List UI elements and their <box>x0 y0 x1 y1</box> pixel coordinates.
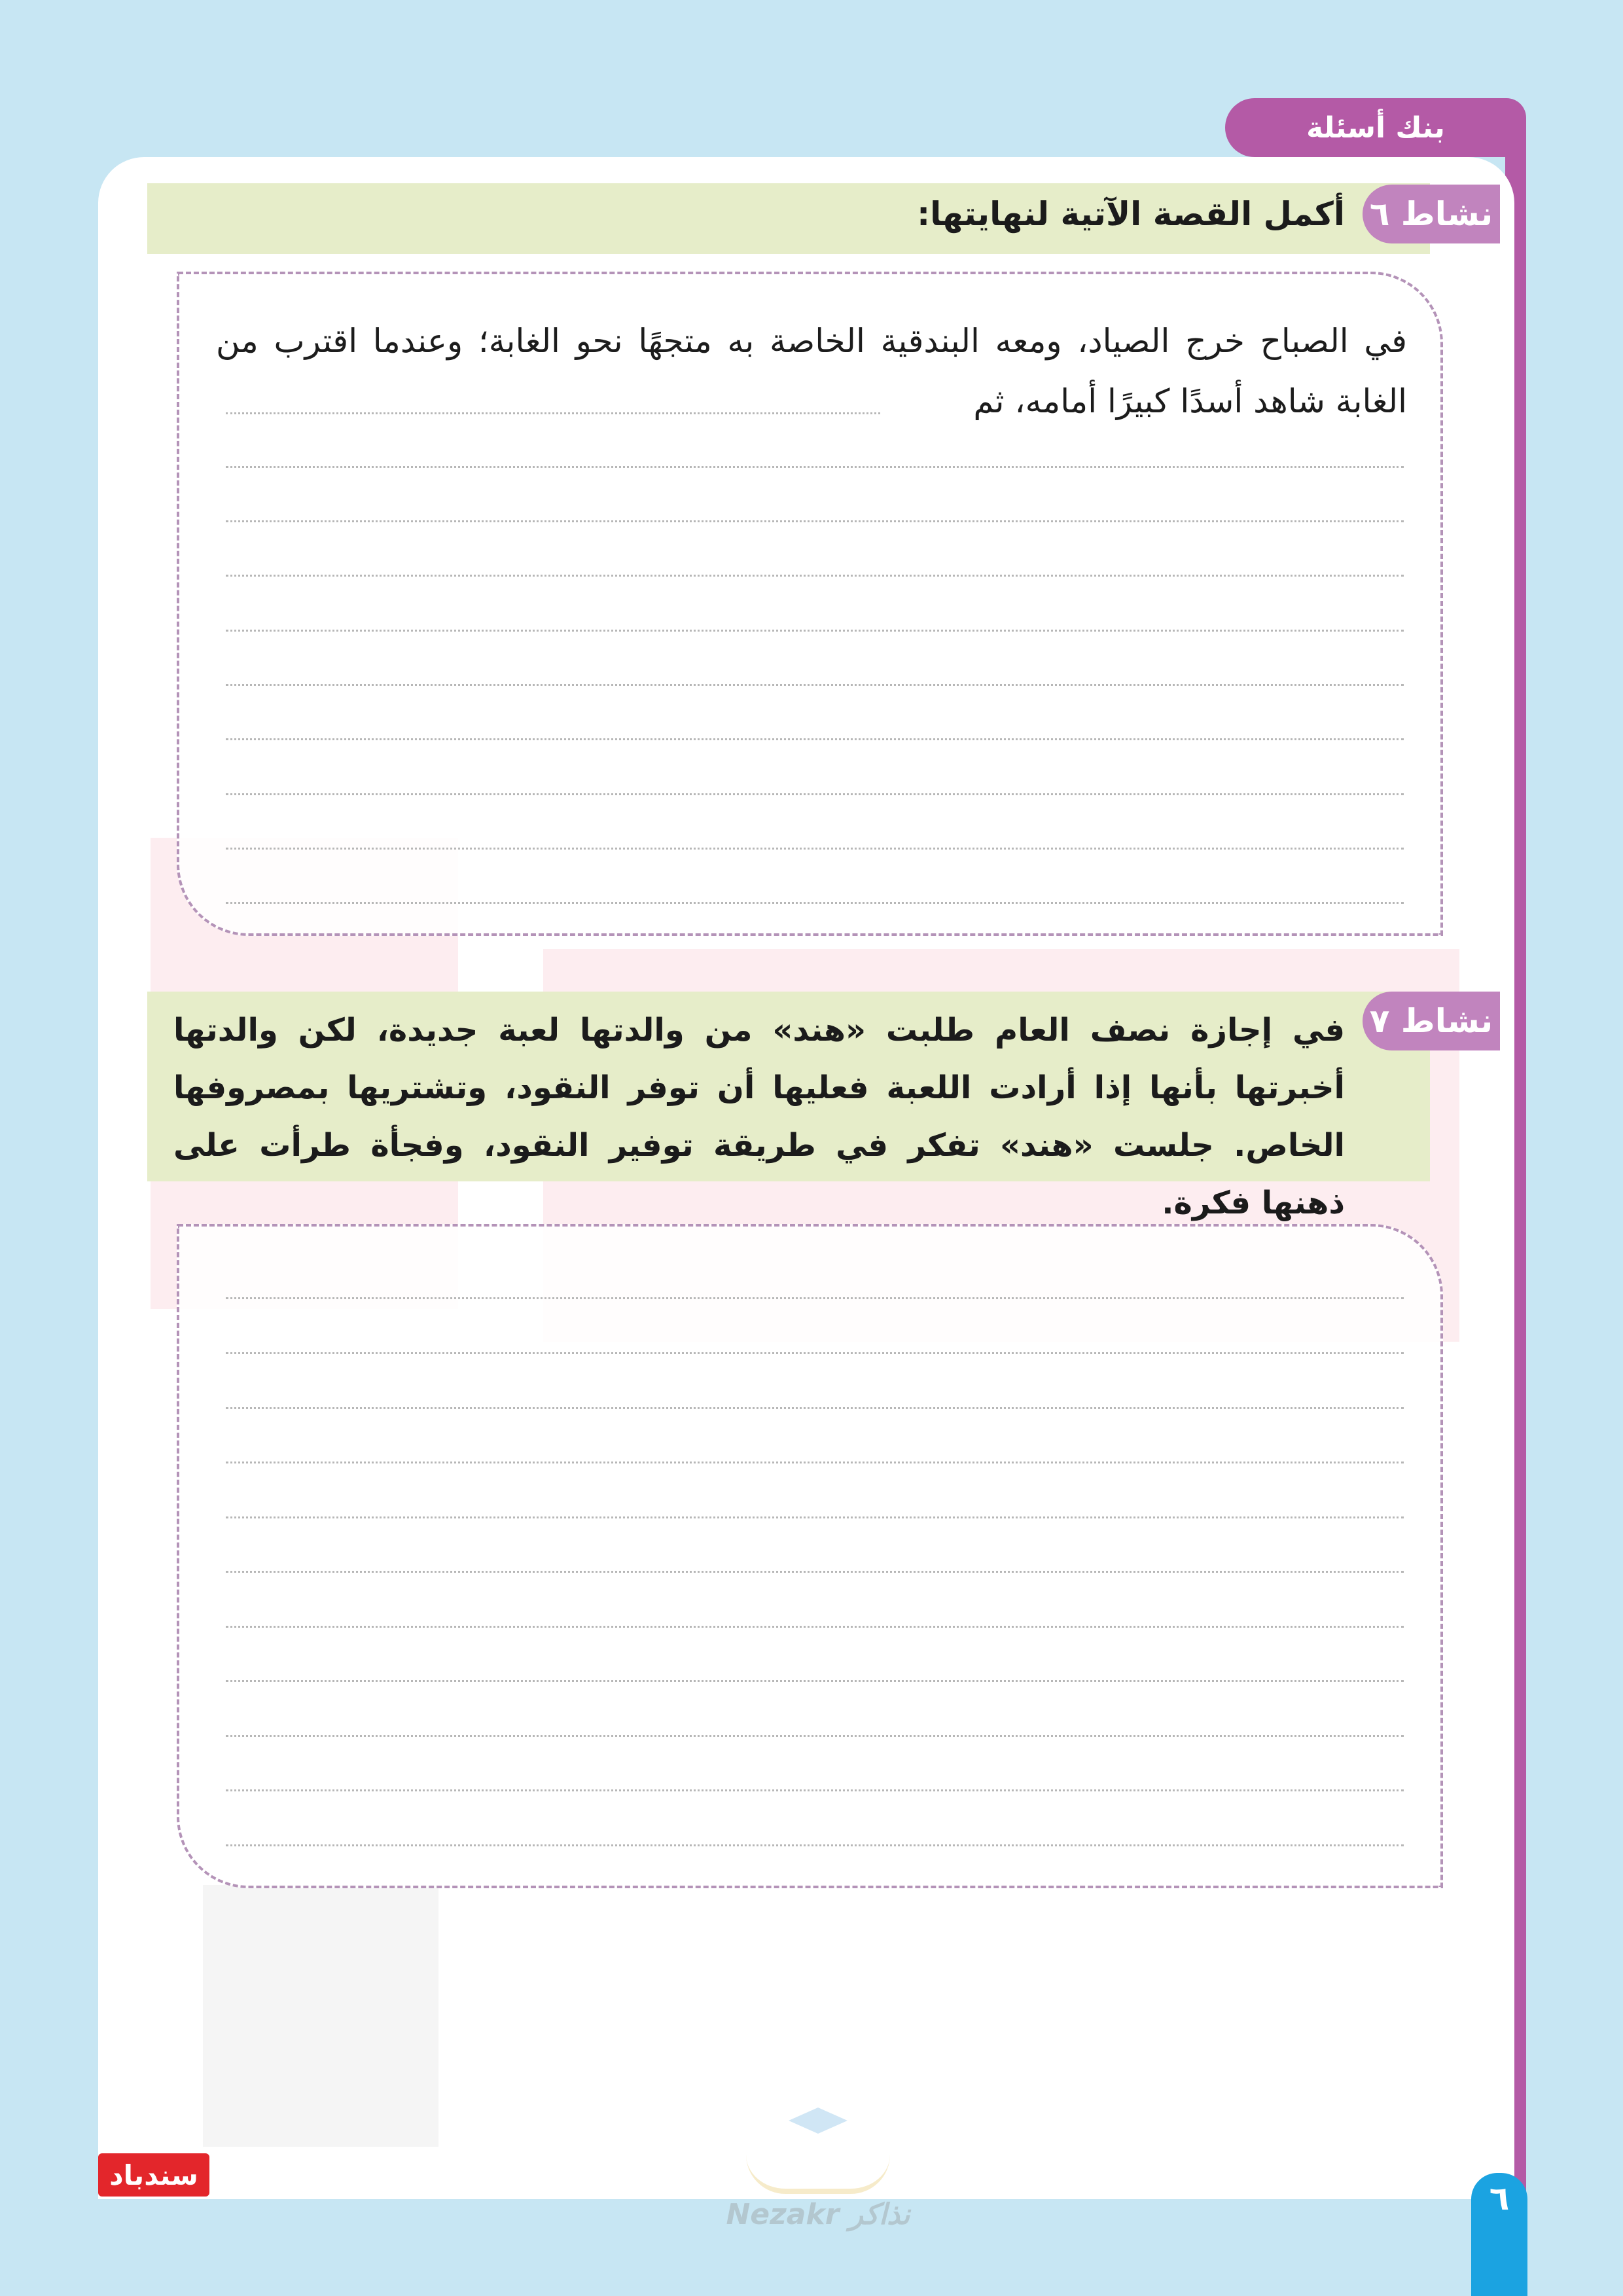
answer-line <box>226 520 1404 522</box>
background-illustration <box>203 1885 438 2147</box>
answer-line <box>226 575 1404 577</box>
answer-line <box>226 793 1404 795</box>
answer-line <box>226 1571 1404 1573</box>
activity7-answer-box <box>177 1224 1443 1888</box>
answer-line <box>226 1352 1404 1354</box>
answer-line <box>226 738 1404 740</box>
brand-watermark-text: Nezakr نذاكر <box>726 2198 910 2231</box>
activity7-banner <box>147 992 1430 1221</box>
open-book-icon <box>746 2143 890 2194</box>
activity6-instruction: أكمل القصة الآتية لنهايتها: <box>917 195 1345 233</box>
answer-line <box>226 1626 1404 1628</box>
activity6-label: نشاط ٦ <box>1363 185 1500 243</box>
answer-line <box>226 1407 1404 1409</box>
activity6-banner <box>147 183 1430 254</box>
activity6-story-text: في الصباح خرج الصياد، ومعه البندقية الخاصة به متجهًا نحو الغابة؛ وعندما اقترب من الغابة شاهد أسدًا كبيرًا أمامه، ثم <box>216 322 1407 420</box>
section-title: بنك أسئلة <box>1306 111 1445 145</box>
answer-line <box>226 1297 1404 1299</box>
answer-line <box>226 630 1404 632</box>
answer-line <box>226 684 1404 686</box>
answer-line <box>226 848 1404 850</box>
answer-line <box>226 1844 1404 1846</box>
publisher-logo: سندباد <box>98 2153 209 2197</box>
brand-watermark <box>720 2108 916 2265</box>
graduation-cap-icon <box>789 2108 847 2140</box>
answer-line <box>226 1462 1404 1463</box>
answer-line <box>226 902 1404 904</box>
section-title-tab <box>1225 98 1526 157</box>
answer-line <box>226 1789 1404 1791</box>
answer-line <box>226 1516 1404 1518</box>
answer-line <box>226 1680 1404 1682</box>
activity7-prompt: في إجازة نصف العام طلبت «هند» من والدتها لعبة جديدة، لكن والدتها أخبرتها بأنها إذا أرادت اللعبة فعليها أن توفر النقود، وتشتريها بمصروفها الخاص. جلست «هند» تفكر في طريقة توفير النقود، وفجأة طرأت على ذهنها فكرة. <box>173 1012 1345 1221</box>
activity7-label: نشاط ٧ <box>1363 992 1500 1050</box>
answer-line <box>226 1735 1404 1737</box>
answer-line <box>226 466 1404 468</box>
answer-line <box>226 412 880 414</box>
page-number: ٦ <box>1471 2173 1527 2296</box>
